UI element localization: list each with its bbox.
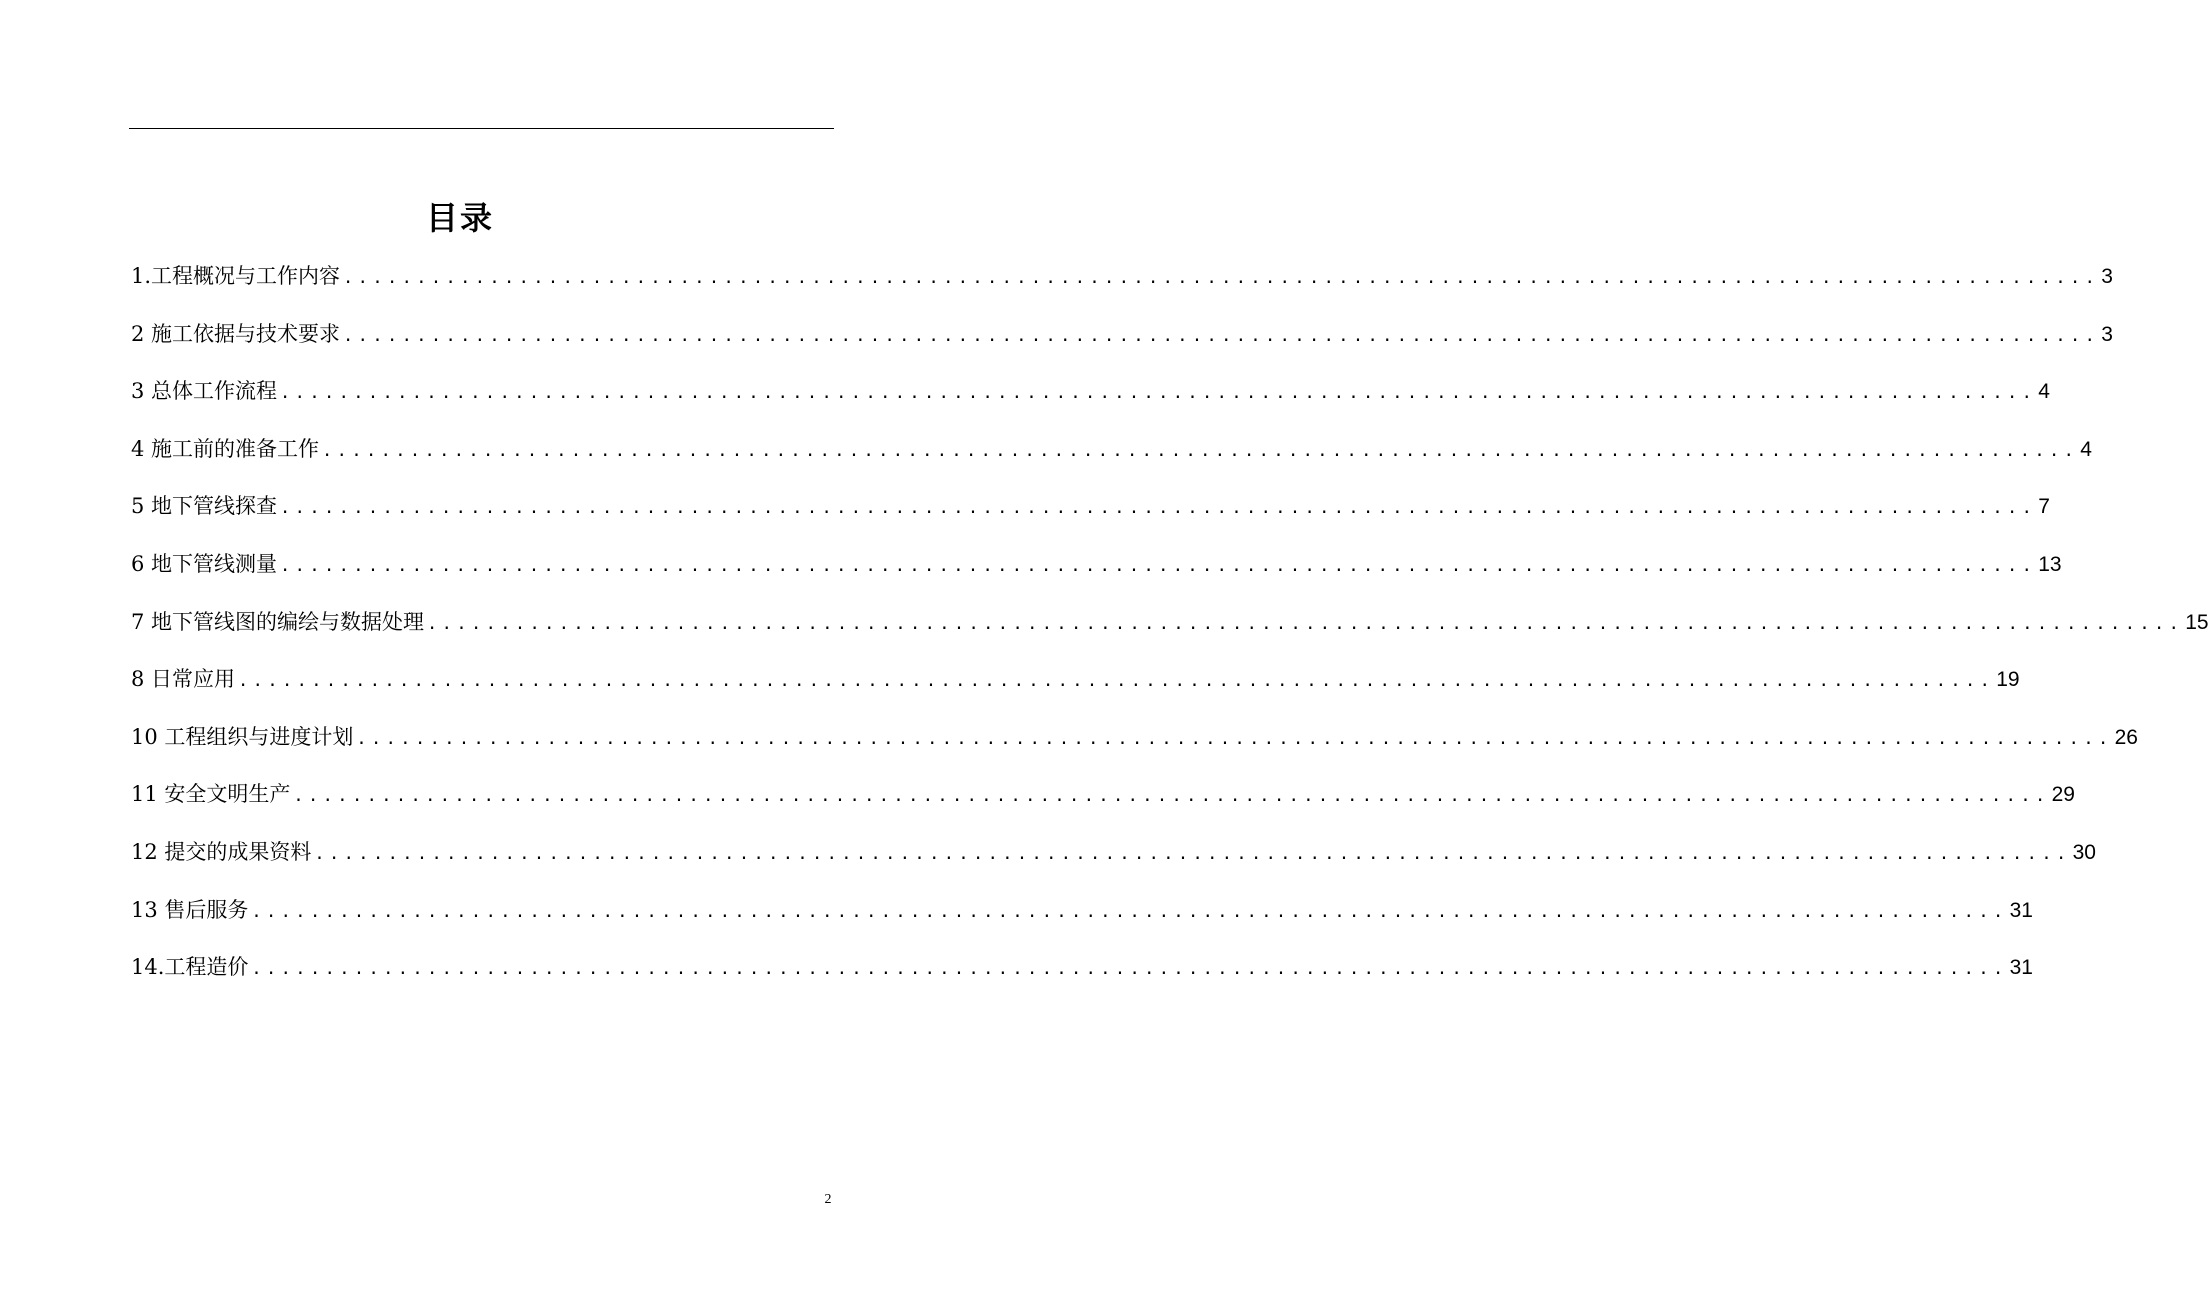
toc-entry-page: 31 <box>2009 898 2033 922</box>
toc-title: 目录 <box>425 199 494 237</box>
toc-leader-dots: ........................................................................................................................ <box>322 440 2079 461</box>
toc-entry-label: 4 施工前的准备工作 <box>131 436 320 461</box>
toc-leader-dots: ........................................................................................................................ <box>293 786 2050 807</box>
toc-entry-label: 12 提交的成果资料 <box>131 839 312 864</box>
toc-entry-page: 31 <box>2009 956 2033 980</box>
toc-entry-label: 14.工程造价 <box>131 955 249 980</box>
toc-entry-label: 13 售后服务 <box>131 897 249 922</box>
toc-entry[interactable] <box>131 830 2096 888</box>
toc-entry-label: 11 安全文明生产 <box>131 782 291 807</box>
toc-list <box>131 254 2209 1003</box>
toc-entry[interactable] <box>131 427 2092 485</box>
toc-entry[interactable] <box>131 369 2050 427</box>
toc-leader-dots: ........................................................................................................................ <box>427 613 2184 634</box>
toc-entry-page: 4 <box>2080 437 2092 461</box>
page-number: 2 <box>824 1192 832 1207</box>
toc-entry-page: 15 <box>2185 610 2209 634</box>
toc-leader-dots: ........................................................................................................................ <box>314 843 2071 864</box>
toc-leader-dots: ........................................................................................................................ <box>356 728 2113 749</box>
toc-entry-page: 13 <box>2038 552 2062 576</box>
toc-entry-page: 7 <box>2038 495 2050 519</box>
header-rule <box>129 128 834 129</box>
toc-entry-label: 10 工程组织与进度计划 <box>131 724 354 749</box>
toc-entry-page: 26 <box>2114 725 2138 749</box>
toc-entry[interactable] <box>131 600 2209 658</box>
toc-entry-label: 7 地下管线图的编绘与数据处理 <box>131 609 425 634</box>
toc-entry[interactable] <box>131 888 2033 946</box>
toc-entry[interactable] <box>131 312 2113 370</box>
toc-leader-dots: ........................................................................................................................ <box>343 325 2100 346</box>
toc-entry[interactable] <box>131 715 2138 773</box>
toc-entry-page: 3 <box>2101 322 2113 346</box>
toc-leader-dots: ........................................................................................................................ <box>251 959 2008 980</box>
toc-entry-page: 19 <box>1996 668 2020 692</box>
toc-entry[interactable] <box>131 254 2113 312</box>
toc-entry-page: 3 <box>2101 265 2113 288</box>
toc-entry-label: 6 地下管线测量 <box>131 551 278 576</box>
toc-entry-page: 29 <box>2051 783 2075 807</box>
toc-entry-page: 30 <box>2072 840 2096 864</box>
toc-entry-label: 3 总体工作流程 <box>131 379 278 404</box>
toc-entry[interactable] <box>131 772 2075 830</box>
toc-leader-dots: ........................................................................................................................ <box>280 498 2037 519</box>
toc-entry-label: 5 地下管线探查 <box>131 494 278 519</box>
toc-leader-dots: ........................................................................................................................ <box>238 671 1995 692</box>
toc-leader-dots: ........................................................................................................................ <box>280 555 2037 576</box>
toc-entry-page: 4 <box>2038 380 2050 404</box>
toc-entry-label: 2 施工依据与技术要求 <box>131 321 341 346</box>
toc-entry[interactable] <box>131 542 2062 600</box>
toc-leader-dots: ........................................................................................................................ <box>251 901 2008 922</box>
toc-leader-dots: ........................................................................................................................ <box>343 268 2100 288</box>
toc-entry[interactable] <box>131 945 2033 1003</box>
toc-leader-dots: ........................................................................................................................ <box>280 383 2037 404</box>
toc-entry[interactable] <box>131 657 2020 715</box>
toc-entry[interactable] <box>131 484 2050 542</box>
toc-entry-label: 1.工程概况与工作内容 <box>131 264 341 288</box>
toc-entry-label: 8 日常应用 <box>131 667 236 692</box>
